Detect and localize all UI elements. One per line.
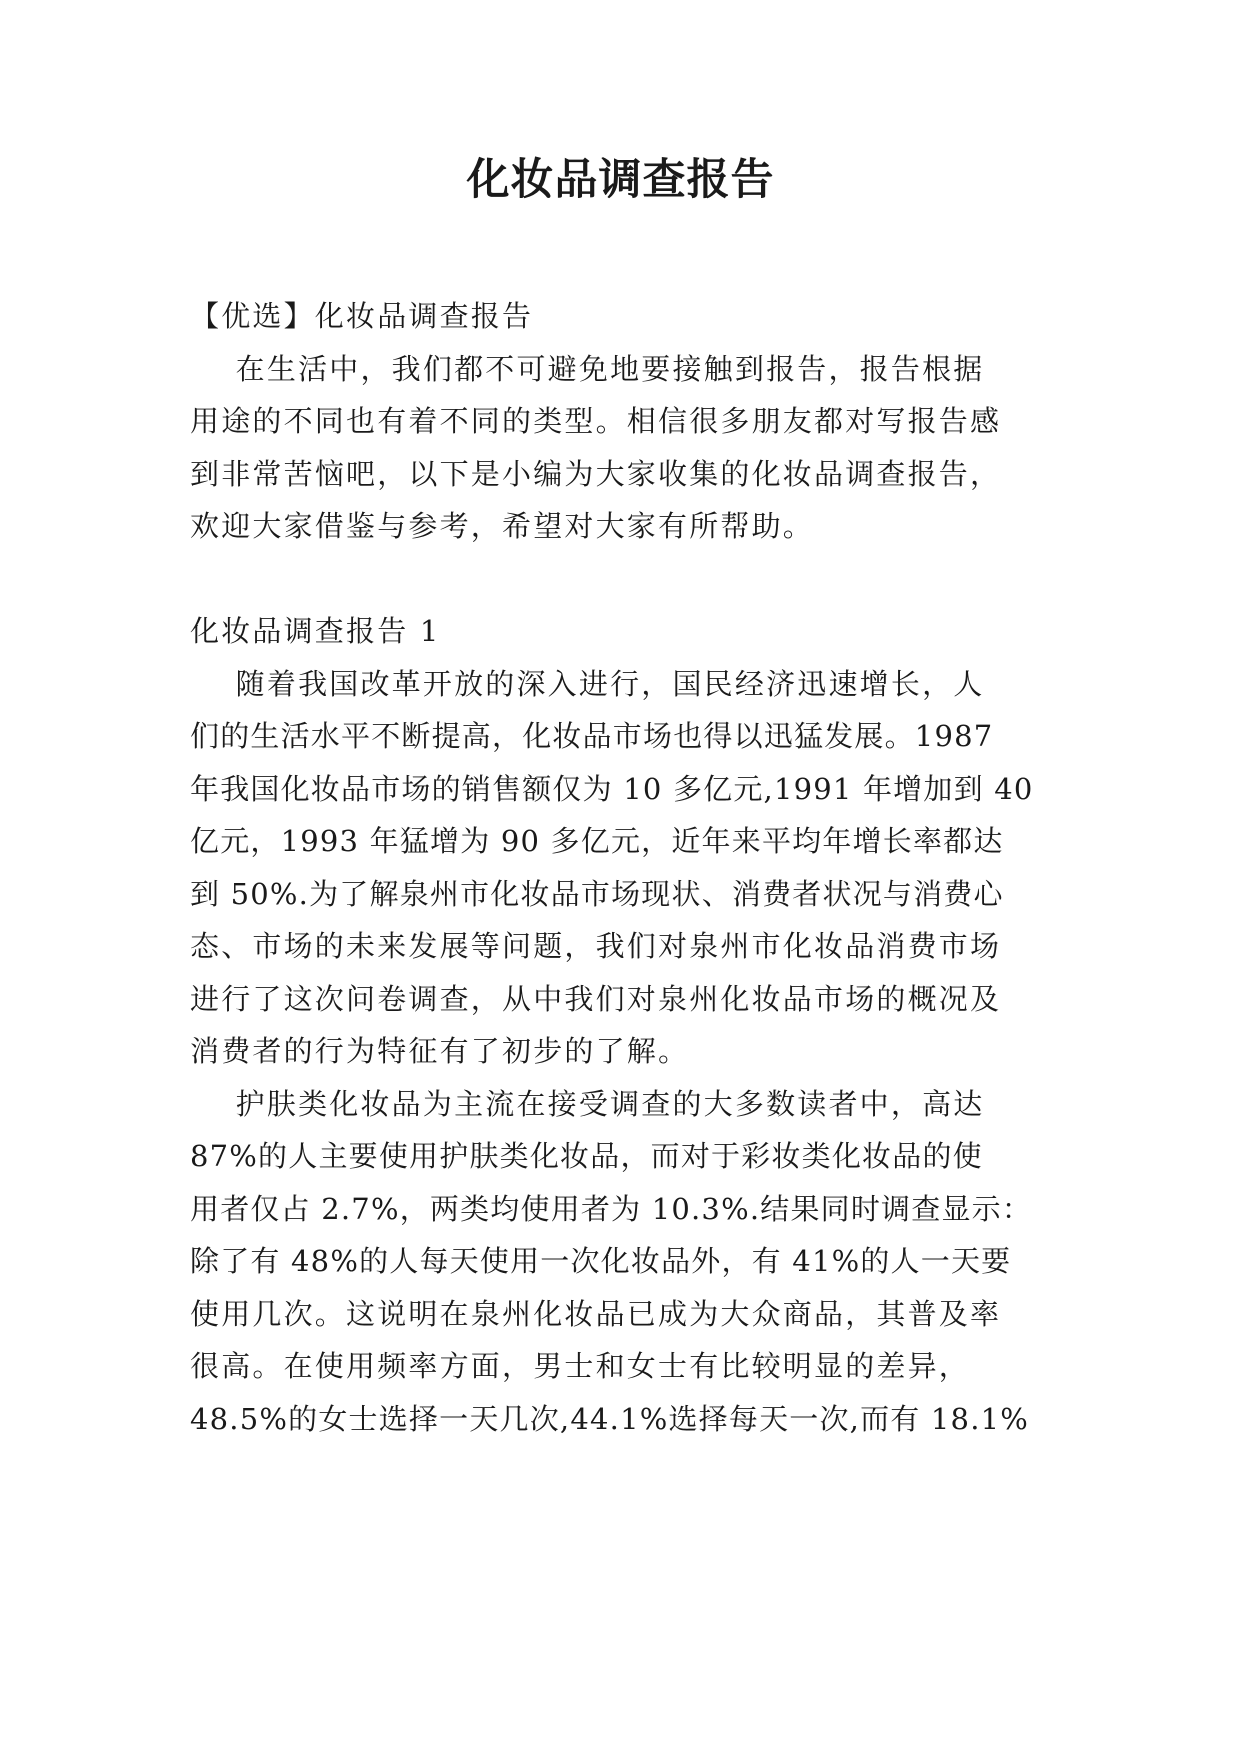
paragraph-line: 欢迎大家借鉴与参考，希望对大家有所帮助。 (190, 509, 815, 543)
paragraph-line: 们的生活水平不断提高，化妆品市场也得以迅猛发展。1987 (190, 719, 994, 753)
section-heading-report-1: 化妆品调查报告 1 (190, 614, 441, 648)
section-heading-intro: 【优选】化妆品调查报告 (190, 299, 534, 333)
paragraph-line: 用者仅占 2.7%，两类均使用者为 10.3%.结果同时调查显示： (190, 1191, 1033, 1226)
document-title: 化妆品调查报告 (466, 155, 775, 205)
paragraph-line: 护肤类化妆品为主流在接受调查的大多数读者中，高达 (190, 1086, 985, 1121)
paragraph-line: 到非常苦恼吧，以下是小编为大家收集的化妆品调查报告， (190, 456, 1002, 491)
paragraph-line: 除了有 48%的人每天使用一次化妆品外，有 41%的人一天要 (190, 1244, 1012, 1278)
paragraph-line: 在生活中，我们都不可避免地要接触到报告，报告根据 (190, 351, 985, 386)
document-body (190, 290, 1072, 1445)
paragraph-line: 使用几次。这说明在泉州化妆品已成为大众商品，其普及率 (190, 1296, 1002, 1331)
paragraph-line: 到 50%.为了解泉州市化妆品市场现状、消费者状况与消费心 (190, 876, 1004, 911)
blank-line (190, 553, 1072, 606)
paragraph-line: 87%的人主要使用护肤类化妆品，而对于彩妆类化妆品的使 (190, 1139, 983, 1173)
paragraph-line: 很高。在使用频率方面，男士和女士有比较明显的差异， (190, 1349, 971, 1383)
paragraph-line: 态、市场的未来发展等问题，我们对泉州市化妆品消费市场 (190, 929, 1002, 963)
paragraph-line: 年我国化妆品市场的销售额仅为 10 多亿元,1991 年增加到 40 (190, 771, 1034, 806)
paragraph-line: 用途的不同也有着不同的类型。相信很多朋友都对写报告感 (190, 404, 1002, 438)
paragraph-line: 进行了这次问卷调查，从中我们对泉州化妆品市场的概况及 (190, 981, 1002, 1016)
paragraph-line: 48.5%的女士选择一天几次,44.1%选择每天一次,而有 18.1% (190, 1401, 1030, 1436)
paragraph-line: 消费者的行为特征有了初步的了解。 (190, 1034, 690, 1068)
paragraph-line: 亿元，1993 年猛增为 90 多亿元，近年来平均年增长率都达 (190, 824, 1004, 858)
paragraph-line: 随着我国改革开放的深入进行，国民经济迅速增长，人 (190, 666, 985, 701)
